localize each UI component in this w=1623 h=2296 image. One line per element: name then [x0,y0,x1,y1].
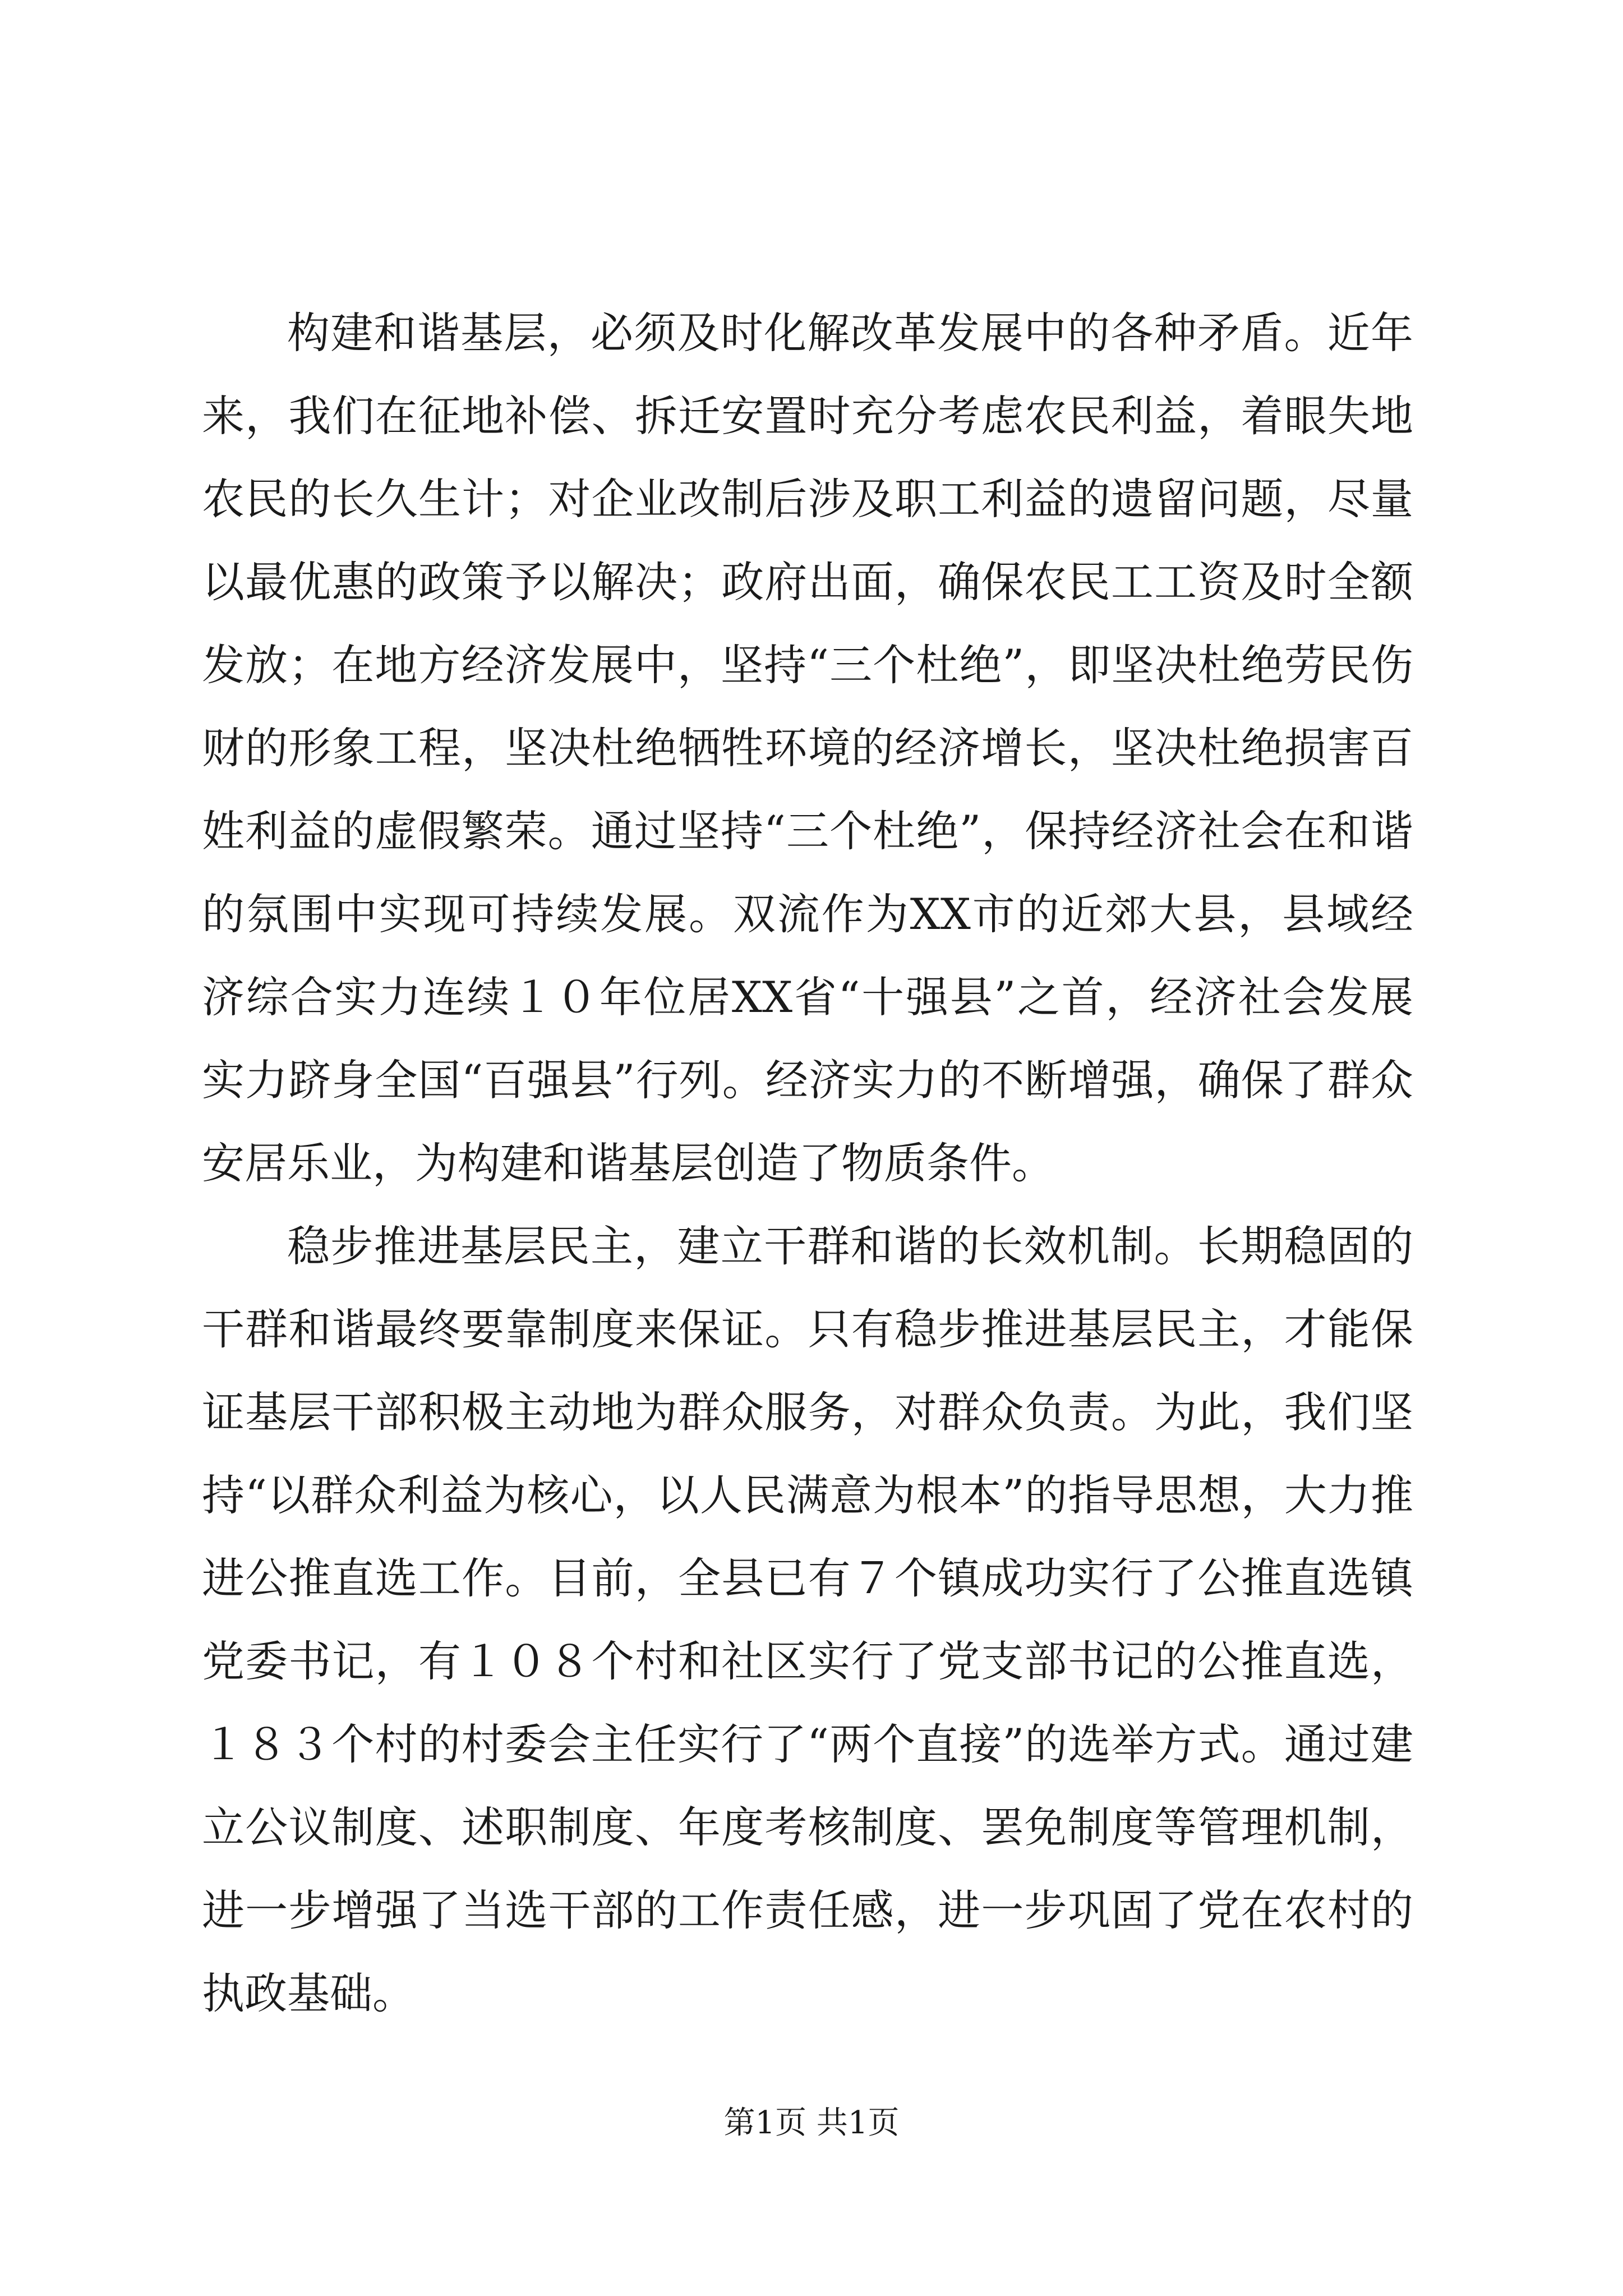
document-body [202,292,1413,2035]
paragraph-1: 构建和谐基层，必须及时化解改革发展中的各种矛盾。近年来，我们在征地补偿、拆迁安置时充分考虑农民利益，着眼失地农民的长久生计；对企业改制后涉及职工利益的遗留问题，尽量以最优惠的政策予以解决；政府出面，确保农民工工资及时全额发放；在地方经济发展中，坚持“三个杜绝”，即坚决杜绝劳民伤财的形象工程，坚决杜绝牺牲环境的经济增长，坚决杜绝损害百姓利益的虚假繁荣。通过坚持“三个杜绝”，保持经济社会在和谐的氛围中实现可持续发展。双流作为XX市的近郊大县，县域经济综合实力连续１０年位居XX省“十强县”之首，经济社会发展实力跻身全国“百强县”行列。经济实力的不断增强，确保了群众安居乐业，为构建和谐基层创造了物质条件。 [202,308,1413,1188]
paragraph-2: 稳步推进基层民主，建立干群和谐的长效机制。长期稳固的干群和谐最终要靠制度来保证。只有稳步推进基层民主，才能保证基层干部积极主动地为群众服务，对群众负责。为此，我们坚持“以群众利益为核心，以人民满意为根本”的指导思想，大力推进公推直选工作。目前，全县已有７个镇成功实行了公推直选镇党委书记，有１０８个村和社区实行了党支部书记的公推直选，１８３个村的村委会主任实行了“两个直接”的选举方式。通过建立公议制度、述职制度、年度考核制度、罢免制度等管理机制，进一步增强了当选干部的工作责任感，进一步巩固了党在农村的执政基础。 [202,1221,1413,2018]
page-footer: 第1页 共1页 [723,2105,900,2141]
